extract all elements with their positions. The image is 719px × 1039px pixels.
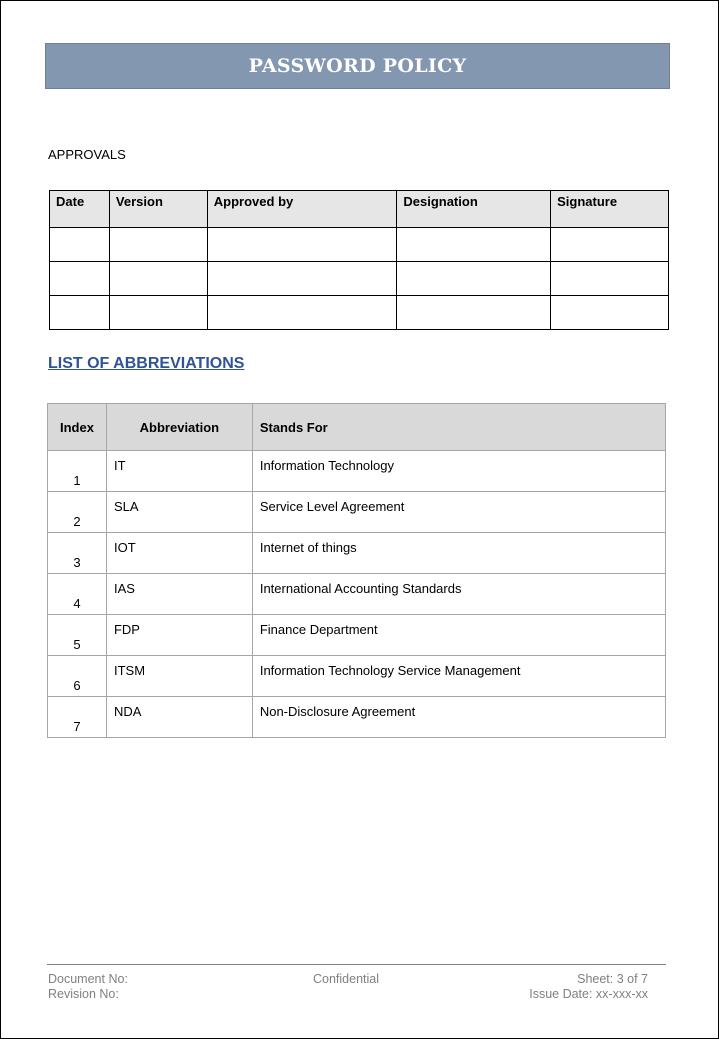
approvals-header-designation: Designation bbox=[397, 191, 551, 228]
table-row bbox=[48, 615, 666, 656]
abbr-index: 4 bbox=[48, 574, 107, 615]
abbr-meaning: Information Technology bbox=[252, 451, 665, 492]
abbr-header-abbreviation: Abbreviation bbox=[106, 404, 252, 451]
approval-cell bbox=[50, 296, 110, 330]
approval-cell bbox=[551, 228, 669, 262]
abbr-meaning: Non-Disclosure Agreement bbox=[252, 697, 665, 738]
document-number-label: Document No: bbox=[48, 972, 128, 986]
table-row bbox=[50, 228, 669, 262]
revision-number-label: Revision No: bbox=[48, 987, 119, 1001]
abbr-index: 7 bbox=[48, 697, 107, 738]
abbr-meaning: Service Level Agreement bbox=[252, 492, 665, 533]
approval-cell bbox=[207, 296, 397, 330]
abbr-index: 5 bbox=[48, 615, 107, 656]
table-row bbox=[48, 656, 666, 697]
abbr-index: 6 bbox=[48, 656, 107, 697]
approvals-label: APPROVALS bbox=[48, 147, 126, 162]
abbr-index: 1 bbox=[48, 451, 107, 492]
footer-center bbox=[313, 972, 379, 987]
approval-cell bbox=[50, 262, 110, 296]
approval-cell bbox=[551, 296, 669, 330]
approvals-header-row bbox=[50, 191, 669, 228]
abbr-code: IAS bbox=[106, 574, 252, 615]
abbr-meaning: Information Technology Service Management bbox=[252, 656, 665, 697]
sheet-number: Sheet: 3 of 7 bbox=[577, 972, 648, 986]
abbr-meaning: Finance Department bbox=[252, 615, 665, 656]
approvals-header-version: Version bbox=[109, 191, 207, 228]
approvals-header-date: Date bbox=[50, 191, 110, 228]
abbr-code: NDA bbox=[106, 697, 252, 738]
abbr-code: IT bbox=[106, 451, 252, 492]
table-row bbox=[48, 533, 666, 574]
approvals-header-approved-by: Approved by bbox=[207, 191, 397, 228]
approval-cell bbox=[109, 228, 207, 262]
approval-cell bbox=[207, 262, 397, 296]
table-row bbox=[48, 697, 666, 738]
table-row bbox=[48, 492, 666, 533]
approval-cell bbox=[397, 262, 551, 296]
abbr-meaning: International Accounting Standards bbox=[252, 574, 665, 615]
abbr-meaning: Internet of things bbox=[252, 533, 665, 574]
abbreviations-table bbox=[47, 403, 666, 738]
approvals-table bbox=[49, 190, 669, 330]
approval-cell bbox=[397, 228, 551, 262]
table-row bbox=[48, 574, 666, 615]
approval-cell bbox=[109, 296, 207, 330]
table-row bbox=[50, 296, 669, 330]
confidential-label: Confidential bbox=[313, 972, 380, 986]
abbr-header-stands-for: Stands For bbox=[252, 404, 665, 451]
abbreviations-header-row bbox=[48, 404, 666, 451]
table-row bbox=[50, 262, 669, 296]
approval-cell bbox=[551, 262, 669, 296]
abbr-code: IOT bbox=[106, 533, 252, 574]
abbr-code: SLA bbox=[106, 492, 252, 533]
footer-left bbox=[48, 972, 128, 1002]
issue-date: Issue Date: xx-xxx-xx bbox=[529, 987, 648, 1001]
abbreviations-heading: LIST OF ABBREVIATIONS bbox=[48, 355, 245, 372]
title-banner bbox=[45, 43, 670, 89]
abbr-code: ITSM bbox=[106, 656, 252, 697]
table-row bbox=[48, 451, 666, 492]
abbr-index: 3 bbox=[48, 533, 107, 574]
abbr-header-index: Index bbox=[48, 404, 107, 451]
approval-cell bbox=[207, 228, 397, 262]
approval-cell bbox=[397, 296, 551, 330]
footer-right bbox=[529, 972, 648, 1002]
approvals-header-signature: Signature bbox=[551, 191, 669, 228]
approval-cell bbox=[50, 228, 110, 262]
abbr-index: 2 bbox=[48, 492, 107, 533]
footer-divider bbox=[47, 964, 666, 965]
abbr-code: FDP bbox=[106, 615, 252, 656]
document-title: PASSWORD POLICY bbox=[248, 55, 467, 77]
approval-cell bbox=[109, 262, 207, 296]
